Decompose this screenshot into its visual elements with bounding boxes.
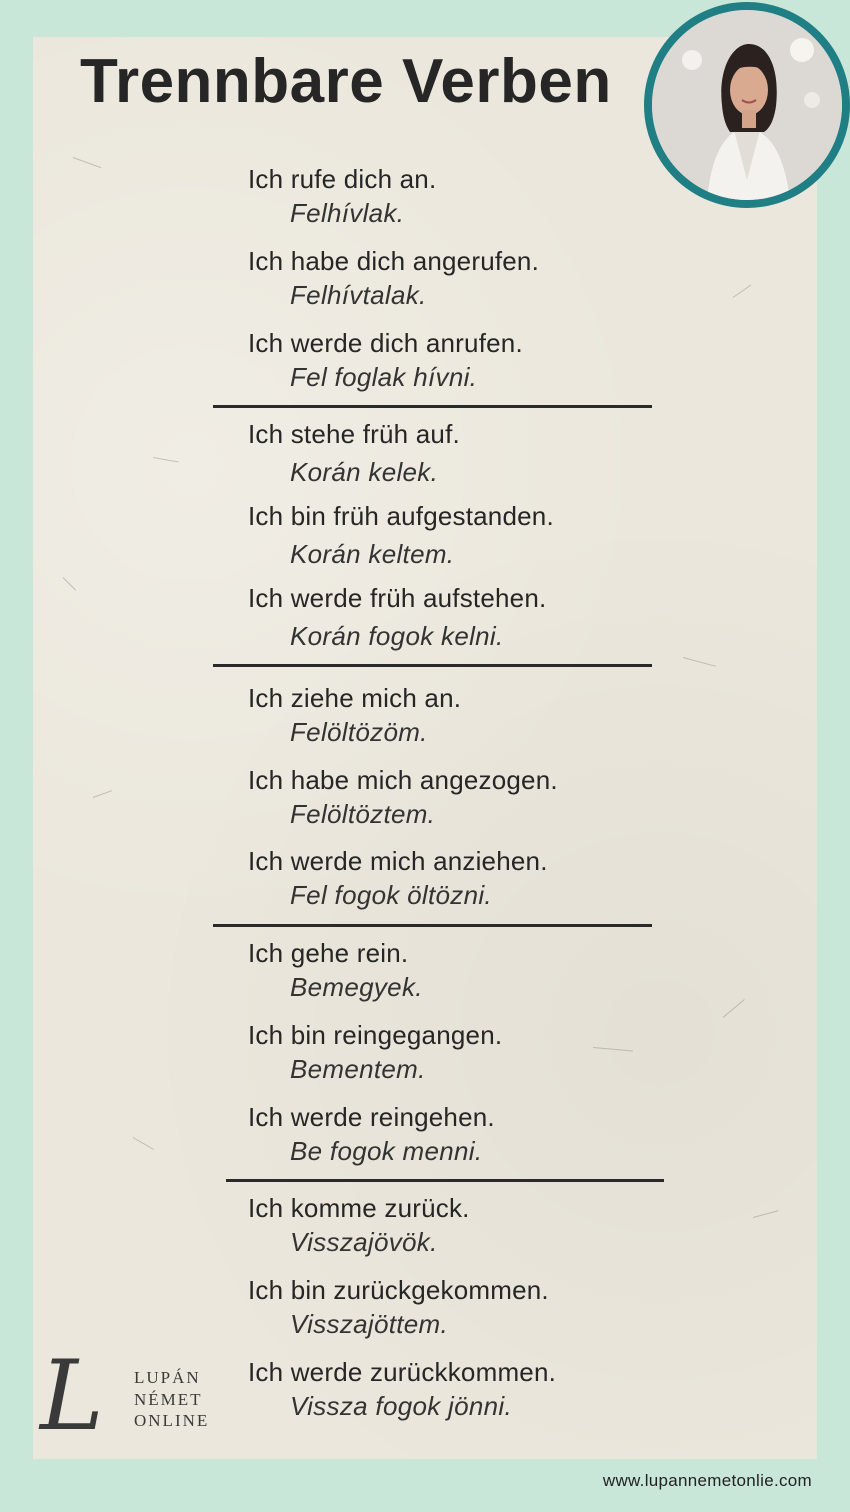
hungarian-translation: Felhívlak. [290, 198, 405, 228]
german-sentence: Ich bin zurückgekommen. [248, 1275, 549, 1305]
german-sentence: Ich gehe rein. [248, 938, 409, 968]
group-divider [213, 405, 652, 408]
website-link[interactable]: www.lupannemetonlie.com [602, 1471, 812, 1490]
logo-letter: L [40, 1340, 104, 1452]
hungarian-translation: Fel foglak hívni. [290, 362, 478, 392]
german-sentence: Ich rufe dich an. [248, 164, 437, 194]
german-sentence: Ich werde früh aufstehen. [248, 583, 547, 613]
logo-line-2: NÉMET [134, 1390, 203, 1409]
hungarian-translation: Korán kelek. [290, 457, 439, 487]
hungarian-translation: Bementem. [290, 1054, 426, 1084]
german-sentence: Ich stehe früh auf. [248, 419, 460, 449]
hungarian-translation: Felöltöztem. [290, 799, 436, 829]
german-sentence: Ich bin reingegangen. [248, 1020, 503, 1050]
german-sentence: Ich werde mich anziehen. [248, 846, 548, 876]
hungarian-translation: Visszajövök. [290, 1227, 438, 1257]
hungarian-translation: Visszajöttem. [290, 1309, 449, 1339]
german-sentence: Ich bin früh aufgestanden. [248, 501, 554, 531]
brand-logo [40, 1340, 210, 1452]
logo-line-3: ONLINE [134, 1411, 210, 1430]
group-divider [226, 1179, 664, 1182]
german-sentence: Ich habe dich angerufen. [248, 246, 540, 276]
hungarian-translation: Bemegyek. [290, 972, 423, 1002]
hungarian-translation: Felhívtalak. [290, 280, 427, 310]
hungarian-translation: Be fogok menni. [290, 1136, 483, 1166]
german-sentence: Ich werde dich anrufen. [248, 328, 523, 358]
german-sentence: Ich ziehe mich an. [248, 683, 462, 713]
logo-line-1: LUPÁN [134, 1368, 201, 1387]
hungarian-translation: Felöltözöm. [290, 717, 428, 747]
hungarian-translation: Korán keltem. [290, 539, 455, 569]
german-sentence: Ich habe mich angezogen. [248, 765, 558, 795]
hungarian-translation: Korán fogok kelni. [290, 621, 504, 651]
page-title: Trennbare Verben [80, 47, 612, 116]
german-sentence: Ich werde reingehen. [248, 1102, 495, 1132]
hungarian-translation: Fel fogok öltözni. [290, 880, 492, 910]
german-sentence: Ich komme zurück. [248, 1193, 470, 1223]
hungarian-translation: Vissza fogok jönni. [290, 1391, 513, 1421]
group-divider [213, 924, 652, 927]
group-divider [213, 664, 652, 667]
german-sentence: Ich werde zurückkommen. [248, 1357, 557, 1387]
